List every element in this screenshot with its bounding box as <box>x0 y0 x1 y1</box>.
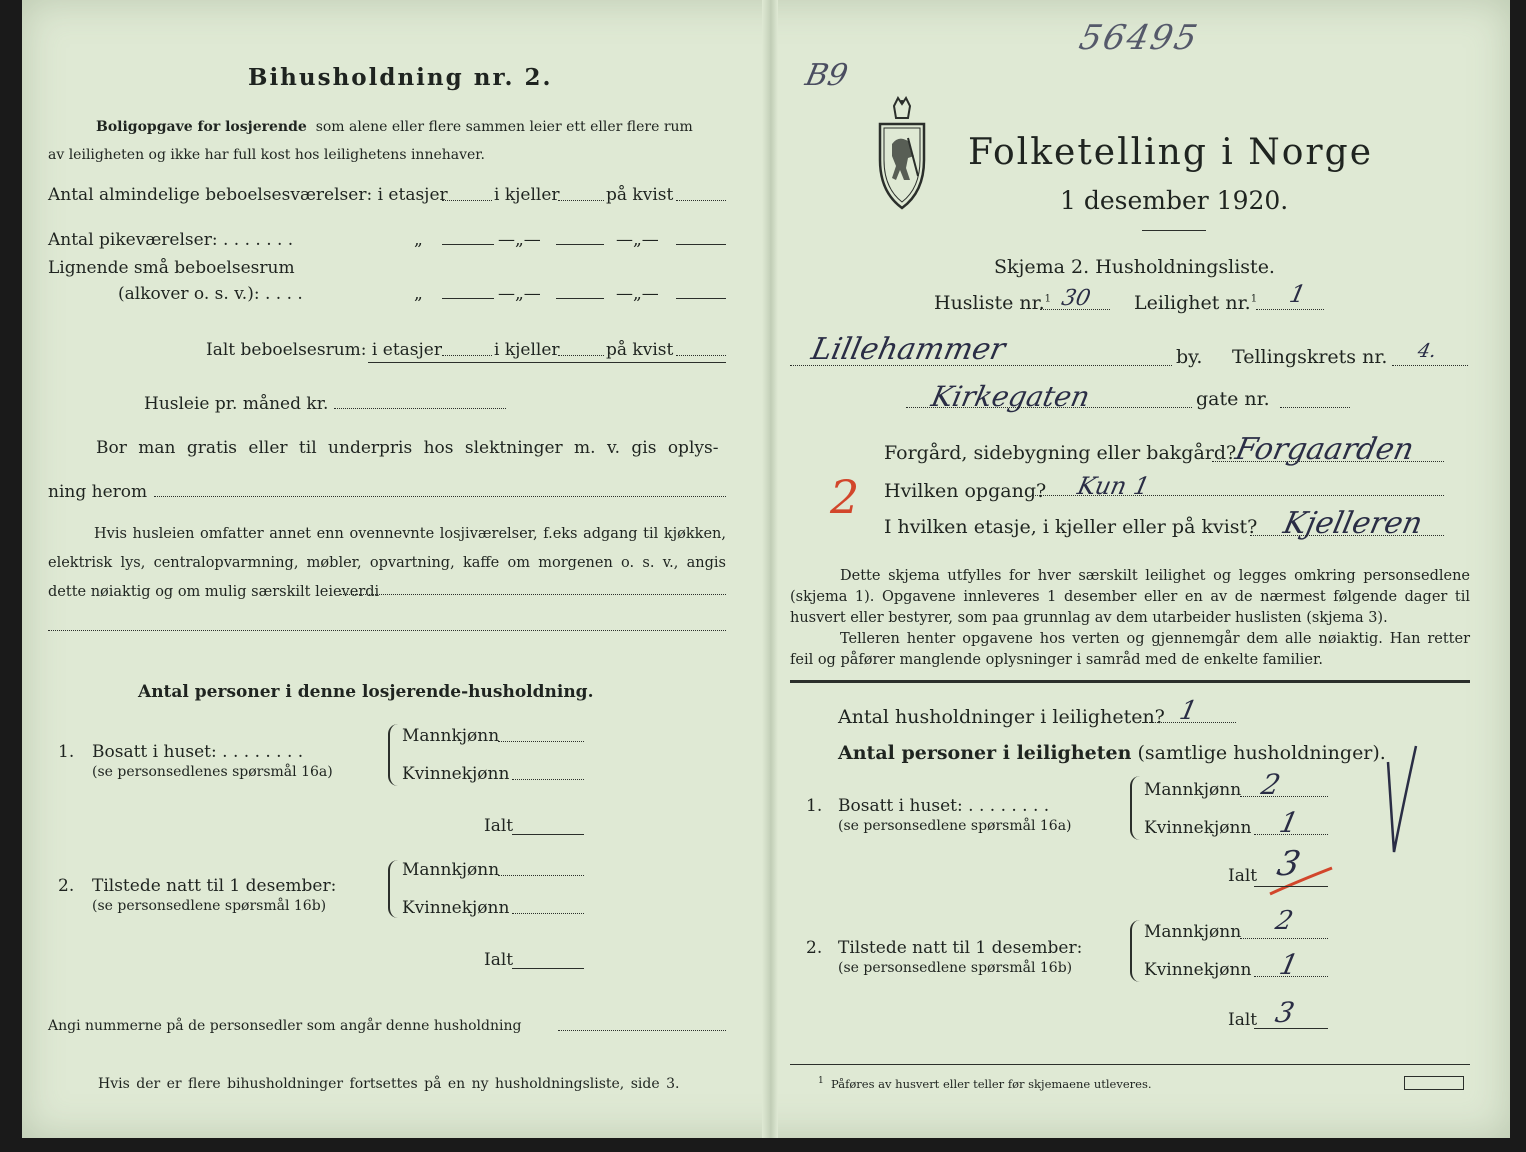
lignende-label-2: (alkover o. s. v.): . . . . <box>118 284 303 304</box>
kvist-label: på kvist <box>606 185 674 205</box>
ditto-dash: —„— <box>498 230 541 250</box>
q2-mann-label: Mannkjønn <box>402 860 500 880</box>
bor-man-text: Bor man gratis eller til underpris hos slektninger m. v. gis oplys- <box>96 438 719 458</box>
pike-kjeller-line <box>556 244 604 245</box>
ialt-etasjer-field <box>442 355 492 356</box>
r-q2-mann-label: Mannkjønn <box>1144 922 1242 942</box>
archive-stamp-number: 56495 <box>1075 18 1203 58</box>
intro-line-1: Boligopgave for losjerende som alene eller flere sammen leier ett eller flere rum <box>96 119 693 135</box>
r-q2-label: Tilstede natt til 1 desember: <box>838 938 1083 958</box>
q2-sub: (se personsedlene spørsmål 16b) <box>92 898 327 914</box>
tellingskrets-value: 4. <box>1415 340 1439 362</box>
ialt-kjeller-field <box>558 355 604 356</box>
alkover-etasjer-line <box>442 298 494 299</box>
norwegian-coat-of-arms-icon <box>874 96 930 210</box>
husliste-label: Husliste nr.$^1$ <box>934 292 1052 314</box>
r-q2-brace <box>1130 920 1142 982</box>
r-q1-mann-field <box>1240 796 1328 797</box>
angi-field <box>558 1030 726 1031</box>
kjeller-label: i kjeller <box>494 185 560 205</box>
r-q1-label: Bosatt i huset: . . . . . . . . <box>838 796 1050 816</box>
etasje-value: Kjelleren <box>1280 506 1426 541</box>
corner-mark: B9 <box>802 58 851 93</box>
tellingskrets-field <box>1392 365 1468 366</box>
forgard-field <box>1212 461 1444 462</box>
r-q1-kvinne-field <box>1254 834 1328 835</box>
q2-label: Tilstede natt til 1 desember: <box>92 876 337 896</box>
q2-ialt-field <box>512 968 584 969</box>
angi-label: Angi nummerne på de personsedler som angår denne husholdning <box>48 1018 522 1034</box>
page-fold <box>762 0 778 1138</box>
gate-nr-field <box>1280 407 1350 408</box>
r-q1-ialt-field <box>1254 886 1328 887</box>
q1-number: 1. <box>58 742 75 762</box>
r-q2-kvinne-label: Kvinnekjønn <box>1144 960 1252 980</box>
ialt-beboelse-label: Ialt beboelsesrum: i etasjer <box>206 340 442 360</box>
q2-ialt-label: Ialt <box>484 950 514 970</box>
ditto-mark: „ <box>414 230 423 250</box>
r-q2-ialt-value: 3 <box>1272 996 1298 1029</box>
q1-kvinne-label: Kvinnekjønn <box>402 764 510 784</box>
antal-alm-label: Antal almindelige beboelsesværelser: i etasjer <box>48 185 448 205</box>
q2-brace <box>388 860 400 918</box>
tally-check-mark-icon <box>1382 740 1422 860</box>
etasje-label: I hvilken etasje, i kjeller eller på kvist? <box>884 516 1258 538</box>
r-q1-mann-label: Mannkjønn <box>1144 780 1242 800</box>
r-q1-ialt-value: 3 <box>1273 844 1304 884</box>
leieverdi-field-2 <box>48 630 726 631</box>
ialt-kvist-field <box>676 355 726 356</box>
r-q1-sub: (se personsedlene spørsmål 16a) <box>838 818 1072 834</box>
leilighet-value: 1 <box>1287 280 1309 308</box>
opgang-value: Kun 1 <box>1075 472 1153 500</box>
lignende-label-1: Lignende små beboelsesrum <box>48 258 295 278</box>
forgard-label: Forgård, sidebygning eller bakgård? <box>884 442 1237 464</box>
q1-brace <box>388 724 400 786</box>
r-q1-mann-value: 2 <box>1258 768 1284 801</box>
ditto-dash: —„— <box>616 230 659 250</box>
leilighet-field <box>1256 309 1324 310</box>
census-date: 1 desember 1920. <box>1060 186 1289 215</box>
by-field <box>790 365 1172 366</box>
r-q2-ialt-field <box>1254 1028 1328 1029</box>
alkover-kvist-line <box>676 298 726 299</box>
title-divider <box>1142 230 1206 231</box>
r-q2-ialt-label: Ialt <box>1228 1010 1258 1030</box>
etasjer-field <box>442 200 492 201</box>
right-title: Folketelling i Norge <box>968 132 1373 173</box>
r-q2-number: 2. <box>806 938 823 958</box>
printer-mark-icon <box>1404 1076 1464 1090</box>
alkover-kjeller-line <box>556 298 604 299</box>
r-q2-kvinne-field <box>1254 976 1328 977</box>
kvist-field <box>676 200 726 201</box>
r-q1-kvinne-label: Kvinnekjønn <box>1144 818 1252 838</box>
kjeller-label: i kjeller <box>494 340 560 360</box>
left-title: Bihusholdning nr. 2. <box>248 64 553 91</box>
q1-kvinne-field <box>512 779 584 780</box>
antal-pers-heading: Antal personer i leiligheten (samtlige husholdninger). <box>838 742 1386 764</box>
ditto-mark: „ <box>414 284 423 304</box>
husleie-field <box>334 408 506 409</box>
pikevaerelser-label: Antal pikeværelser: . . . . . . . <box>48 230 294 250</box>
leilighet-label: Leilighet nr.$^1$ <box>1134 292 1258 314</box>
r-q1-brace <box>1130 776 1142 840</box>
husleie-label: Husleie pr. måned kr. <box>144 394 329 414</box>
ditto-dash: —„— <box>616 284 659 304</box>
by-value: Lillehammer <box>808 332 1009 367</box>
r-q2-sub: (se personsedlene spørsmål 16b) <box>838 960 1073 976</box>
opgang-label: Hvilken opgang? <box>884 480 1047 502</box>
antal-hush-value: 1 <box>1176 696 1200 726</box>
ditto-dash: —„— <box>498 284 541 304</box>
q1-mann-field <box>498 741 584 742</box>
antal-hush-field <box>1142 722 1236 723</box>
r-q1-kvinne-value: 1 <box>1276 806 1302 839</box>
r-q1-ialt-label: Ialt <box>1228 866 1258 886</box>
q1-label: Bosatt i huset: . . . . . . . . <box>92 742 304 762</box>
forgard-value: Forgaarden <box>1232 432 1417 467</box>
q2-kvinne-field <box>512 913 584 914</box>
herom-field <box>154 496 726 497</box>
gate-label: gate nr. <box>1196 388 1270 410</box>
red-mark: 2 <box>830 470 860 524</box>
q1-sub: (se personsedlenes spørsmål 16a) <box>92 764 333 780</box>
census-form-sheet <box>22 0 1510 1138</box>
opgang-field <box>1032 495 1444 496</box>
etasje-field <box>1250 535 1444 536</box>
leieverdi-field <box>340 594 726 595</box>
left-footer: Hvis der er flere bihusholdninger fortsettes på en ny husholdningsliste, side 3. <box>98 1076 680 1092</box>
q1-ialt-field <box>512 834 584 835</box>
kvist-label: på kvist <box>606 340 674 360</box>
ning-herom-text: ning herom <box>48 482 148 502</box>
instructions-2: Telleren henter opgavene hos verten og gjennemgår dem alle nøiaktig. Han retter feil og påfører manglende oplysninger i samråd med de enkelte familier. <box>790 631 1470 668</box>
skjema-label: Skjema 2. Husholdningsliste. <box>994 256 1275 278</box>
red-check-stroke-icon <box>1266 864 1336 900</box>
instructions-1: Dette skjema utfylles for hver særskilt leilighet og legges omkring personsedlene (skjema 1). Opgavene innleveres 1 desember eller en av de nærmest følgende dager til husvert eller bestyrer, som paa grunnlag av dem utarbeider huslisten (skjema 3). <box>790 568 1470 626</box>
footnote-divider <box>790 1064 1470 1065</box>
by-label: by. <box>1176 346 1203 368</box>
section-divider <box>790 680 1470 683</box>
kjeller-field <box>558 200 604 201</box>
pike-etasjer-line <box>442 244 494 245</box>
pike-kvist-line <box>676 244 726 245</box>
antal-personer-heading: Antal personer i denne losjerende-husholdning. <box>138 682 594 702</box>
q1-mann-label: Mannkjønn <box>402 726 500 746</box>
q2-kvinne-label: Kvinnekjønn <box>402 898 510 918</box>
intro-line-2: av leiligheten og ikke har full kost hos leilighetens innehaver. <box>48 147 485 163</box>
r-q2-mann-value: 2 <box>1272 906 1296 936</box>
r-q2-mann-field <box>1240 938 1328 939</box>
gate-value: Kirkegaten <box>928 380 1093 413</box>
r-q2-kvinne-value: 1 <box>1276 948 1302 981</box>
tellingskrets-label: Tellingskrets nr. <box>1232 346 1388 368</box>
hvis-husleien-text: Hvis husleien omfatter annet enn ovennevnte losjiværelser, f.eks adgang til kjøkken, elektrisk lys, centralopvarmning, møbler, opvartning, kaffe om morgenen o. s. v., angis dette nøiaktig og om mulig særskilt leieverdi <box>48 526 726 600</box>
q2-mann-field <box>498 875 584 876</box>
footnote: $^1$ Påføres av husvert eller teller før skjemaene utleveres. <box>818 1076 1152 1091</box>
ialt-underline <box>368 362 726 363</box>
antal-hush-label: Antal husholdninger i leiligheten? <box>838 706 1165 728</box>
husliste-value: 30 <box>1059 286 1093 311</box>
r-q1-number: 1. <box>806 796 823 816</box>
q1-ialt-label: Ialt <box>484 816 514 836</box>
husliste-field <box>1040 309 1110 310</box>
q2-number: 2. <box>58 876 75 896</box>
gate-field <box>906 407 1192 408</box>
